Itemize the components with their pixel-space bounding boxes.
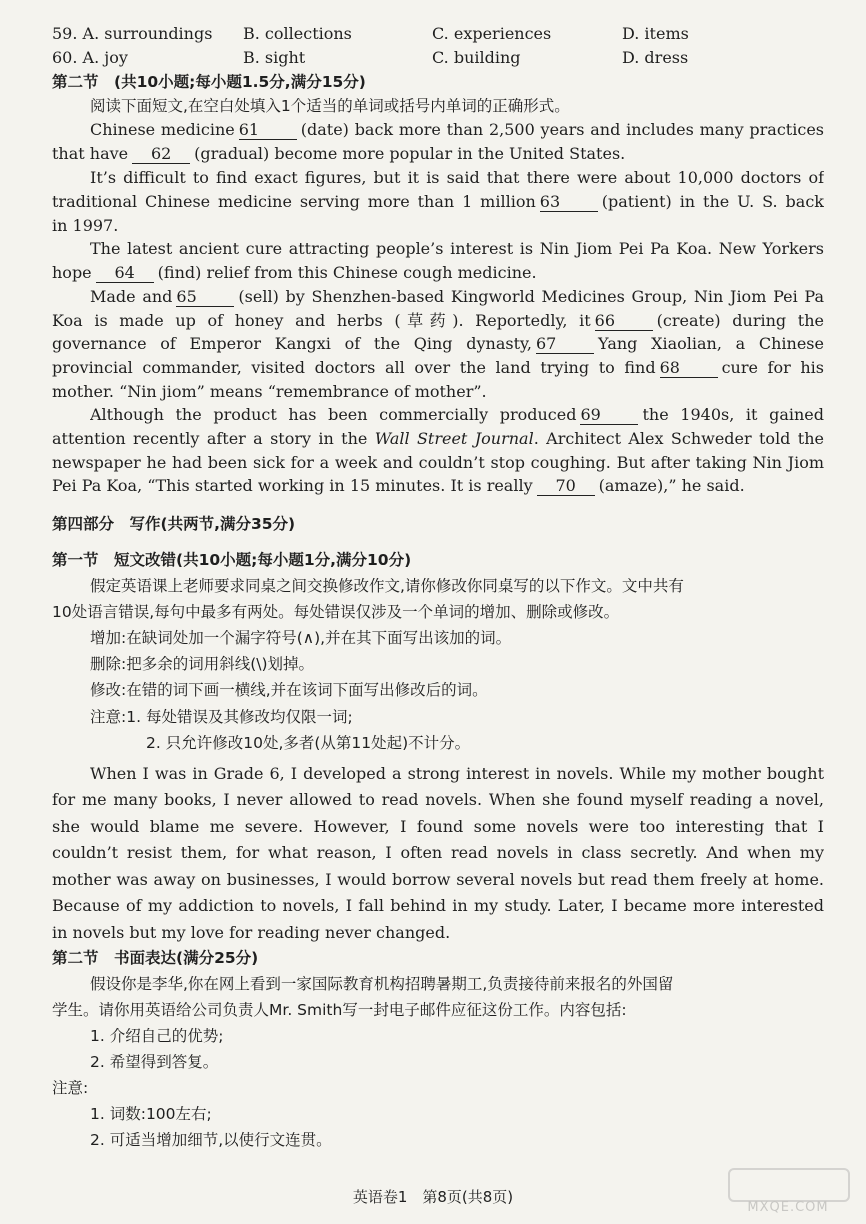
- q60-option-d: D. dress: [622, 48, 689, 67]
- cloze-line: Made and 65 (sell) by Shenzhen-based Kingworld Medicines Group, Nin Jiom Pei Pa: [90, 287, 824, 306]
- blank-68[interactable]: 68: [660, 359, 718, 378]
- section2-instruction: 阅读下面短文,在空白处填入1个适当的单词或括号内单词的正确形式。: [90, 97, 570, 115]
- cloze-line: The latest ancient cure attracting people’s interest is Nin Jiom Pei Pa Koa. New Yorkers: [90, 239, 824, 258]
- instruction-line: 修改:在错的词下画一横线,并在该词下面写出修改后的词。: [90, 681, 488, 699]
- blank-63[interactable]: 63: [540, 193, 598, 212]
- essay-line: she would blame me severe. However, I found some novels were too interesting that I: [52, 817, 824, 836]
- essay-line: When I was in Grade 6, I developed a strong interest in novels. While my mother bought: [90, 764, 824, 783]
- writing-line: 2. 希望得到答复。: [90, 1053, 219, 1071]
- section1-heading: 第一节 短文改错(共10小题;每小题1分,满分10分): [52, 551, 412, 569]
- blank-69[interactable]: 69: [580, 406, 638, 425]
- blank-61[interactable]: 61: [239, 121, 297, 140]
- cloze-line: Koa is made up of honey and herbs (草药). Reportedly, it 66 (create) during the: [52, 311, 824, 330]
- page-footer: 英语卷1 第8页(共8页): [352, 1188, 514, 1206]
- q59-option-d: D. items: [622, 24, 689, 43]
- blank-64[interactable]: 64: [96, 264, 154, 283]
- q60-option-b: B. sight: [243, 48, 306, 67]
- cloze-line: provincial commander, visited doctors all over the land trying to find 68 cure for his: [52, 358, 824, 377]
- instruction-line: 假定英语课上老师要求同桌之间交换修改作文,请你修改你同桌写的以下作文。文中共有: [90, 577, 684, 595]
- cloze-line: in 1997.: [52, 216, 119, 235]
- instruction-line: 删除:把多余的词用斜线(\)划掉。: [90, 655, 315, 673]
- cloze-line: governance of Emperor Kangxi of the Qing dynasty, 67 Yang Xiaolian, a Chinese: [52, 334, 824, 353]
- watermark-text: MXQE.COM: [747, 1200, 829, 1215]
- cloze-line: newspaper he had been sick for a week and couldn’t stop coughing. But after taking Nin Jiom: [52, 453, 824, 472]
- cloze-line: mother. “Nin jiom” means “remembrance of mother”.: [52, 382, 487, 401]
- cloze-line: Pei Pa Koa, “This started working in 15 minutes. It is really 70 (amaze),” he said.: [52, 476, 745, 495]
- writing-line: 2. 可适当增加细节,以使行文连贯。: [90, 1131, 332, 1149]
- cloze-line: that have 62 (gradual) become more popular in the United States.: [52, 144, 626, 163]
- essay-line: couldn’t resist them, for what reason, I often read novels in class secretly. And when my: [52, 843, 824, 862]
- writing-line: 1. 介绍自己的优势;: [90, 1027, 224, 1045]
- instruction-line: 10处语言错误,每句中最多有两处。每处错误仅涉及一个单词的增加、删除或修改。: [52, 603, 620, 621]
- newspaper-title: Wall Street Journal: [374, 429, 534, 448]
- blank-66[interactable]: 66: [595, 312, 653, 331]
- cloze-line: attention recently after a story in the Wall Street Journal. Architect Alex Schweder told the: [52, 429, 824, 448]
- cloze-line: traditional Chinese medicine serving more than 1 million 63 (patient) in the U. S. back: [52, 192, 824, 211]
- blank-65[interactable]: 65: [176, 288, 234, 307]
- watermark-logo: [728, 1168, 848, 1216]
- q59-option-c: C. experiences: [432, 24, 552, 43]
- essay-line: for me many books, I never allowed to read novels. When she found myself reading a novel,: [52, 790, 824, 809]
- q59-option-b: B. collections: [243, 24, 352, 43]
- q59-option-a: 59. A. surroundings: [52, 24, 213, 43]
- writing-note-label: 注意:: [52, 1079, 89, 1097]
- q60-option-c: C. building: [432, 48, 521, 67]
- instruction-line: 增加:在缺词处加一个漏字符号(∧),并在其下面写出该加的词。: [90, 629, 512, 647]
- cloze-line: Chinese medicine 61 (date) back more than 2,500 years and includes many practices: [90, 120, 824, 139]
- instruction-line: 2. 只允许修改10处,多者(从第11处起)不计分。: [146, 734, 471, 752]
- cloze-line: It’s difficult to find exact figures, but it is said that there were about 10,000 doctors of: [90, 168, 824, 187]
- essay-line: in novels but my love for reading never changed.: [52, 923, 451, 942]
- writing-line: 1. 词数:100左右;: [90, 1105, 212, 1123]
- blank-70[interactable]: 70: [537, 477, 595, 496]
- part4-heading: 第四部分 写作(共两节,满分35分): [52, 515, 296, 533]
- blank-67[interactable]: 67: [536, 335, 594, 354]
- blank-62[interactable]: 62: [132, 145, 190, 164]
- section2-writing-heading: 第二节 书面表达(满分25分): [52, 949, 259, 967]
- essay-line: mother was away on businesses, I would borrow several novels but read them freely at home.: [52, 870, 824, 889]
- cloze-line: Although the product has been commercially produced 69 the 1940s, it gained: [90, 405, 824, 424]
- essay-line: Because of my addiction to novels, I fall behind in my study. Later, I became more interested: [52, 896, 824, 915]
- watermark-box: [728, 1168, 850, 1202]
- cloze-line: hope 64 (find) relief from this Chinese cough medicine.: [52, 263, 537, 282]
- section2-heading: 第二节 (共10小题;每小题1.5分,满分15分): [52, 73, 366, 91]
- writing-line: 学生。请你用英语给公司负责人Mr. Smith写一封电子邮件应征这份工作。内容包括:: [52, 1001, 627, 1019]
- writing-line: 假设你是李华,你在网上看到一家国际教育机构招聘暑期工,负责接待前来报名的外国留: [90, 975, 674, 993]
- instruction-line: 注意:1. 每处错误及其修改均仅限一词;: [90, 708, 353, 726]
- q60-option-a: 60. A. joy: [52, 48, 128, 67]
